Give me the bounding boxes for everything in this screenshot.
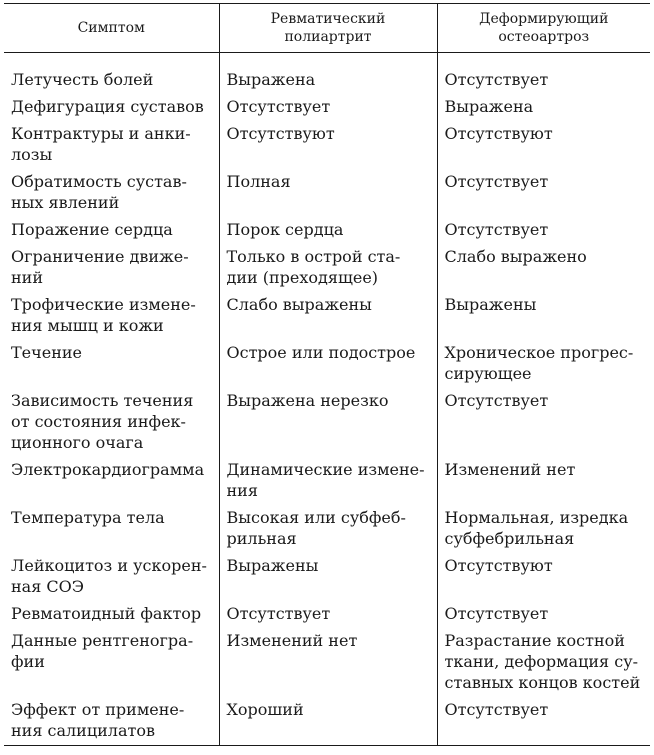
- rheumatic-cell: Острое или подострое: [219, 342, 437, 390]
- osteoarthrosis-cell: Отсутствует: [437, 219, 650, 246]
- symptom-cell: Дефигурация суставов: [11, 97, 204, 116]
- table-row: [4, 53, 650, 97]
- table-row: [4, 699, 650, 746]
- rheumatic-cell: Порок сердца: [219, 219, 437, 246]
- table-row: [4, 342, 650, 390]
- symptom-cell: Поражение сердца: [11, 220, 173, 239]
- osteoarthrosis-cell: Слабо выражено: [437, 246, 650, 294]
- header-row: [4, 4, 650, 53]
- osteoarthrosis-cell: Отсутствуют: [437, 123, 650, 171]
- symptom-cell: Течение: [11, 343, 82, 362]
- symptom-cell: Ревматоидный фактор: [11, 604, 202, 623]
- rheumatic-cell: Полная: [219, 171, 437, 219]
- table-row: [4, 219, 650, 246]
- rheumatic-cell: Выражена нерезко: [219, 390, 437, 459]
- osteoarthrosis-cell: Отсутствуют: [437, 555, 650, 603]
- rheumatic-cell: Слабо выражены: [219, 294, 437, 342]
- osteoarthrosis-cell: Изменений нет: [437, 459, 650, 507]
- osteoarthrosis-cell: Отсутствует: [437, 171, 650, 219]
- osteoarthrosis-cell: Хроническое прогрес- сирующее: [437, 342, 650, 390]
- symptom-cell: Обратимость сустав- ных явлений: [11, 172, 187, 212]
- table-row: [4, 171, 650, 219]
- symptom-cell: Зависимость течения от состояния инфек- ционного очага: [11, 391, 194, 452]
- rheumatic-cell: Хороший: [219, 699, 437, 746]
- table-row: [4, 630, 650, 699]
- table-row: [4, 459, 650, 507]
- table-row: [4, 294, 650, 342]
- symptom-cell: Летучесть болей: [11, 70, 154, 89]
- symptom-cell: Трофические измене- ния мышц и кожи: [11, 295, 196, 335]
- header-symptom: Симптом: [4, 4, 219, 53]
- osteoarthrosis-cell: Выражена: [437, 96, 650, 123]
- symptom-cell: Температура тела: [11, 508, 165, 527]
- rheumatic-cell: Отсутствует: [219, 603, 437, 630]
- table-row: [4, 555, 650, 603]
- rheumatic-cell: Отсутствует: [219, 96, 437, 123]
- table-row: [4, 390, 650, 459]
- osteoarthrosis-cell: Отсутствует: [437, 53, 650, 97]
- osteoarthrosis-cell: Выражены: [437, 294, 650, 342]
- osteoarthrosis-cell: Отсутствует: [437, 699, 650, 746]
- symptom-cell: Лейкоцитоз и ускорен- ная СОЭ: [11, 556, 207, 596]
- header-rheumatic-polyarthritis: Ревматический полиартрит: [219, 4, 437, 53]
- symptom-cell: Ограничение движе- ний: [11, 247, 189, 287]
- rheumatic-cell: Динамические измене- ния: [219, 459, 437, 507]
- osteoarthrosis-cell: Разрастание костной ткани, деформация су- ставных концов костей: [437, 630, 650, 699]
- rheumatic-cell: Изменений нет: [219, 630, 437, 699]
- comparison-table: [4, 3, 650, 746]
- table-row: [4, 603, 650, 630]
- osteoarthrosis-cell: Нормальная, изредка субфебрильная: [437, 507, 650, 555]
- rheumatic-cell: Высокая или субфеб- рильная: [219, 507, 437, 555]
- header-deforming-osteoarthrosis: Деформирующий остеоартроз: [437, 4, 650, 53]
- rheumatic-cell: Выражена: [219, 53, 437, 97]
- table-body: [4, 53, 650, 746]
- rheumatic-cell: Выражены: [219, 555, 437, 603]
- symptom-cell: Контрактуры и анки- лозы: [11, 124, 191, 164]
- symptom-cell: Электрокардиограмма: [11, 460, 205, 479]
- table-row: [4, 507, 650, 555]
- symptom-cell: Данные рентгеногра- фии: [11, 631, 194, 671]
- table-header: [4, 4, 650, 53]
- table-row: [4, 96, 650, 123]
- symptom-cell: Эффект от примене- ния салицилатов: [4, 699, 219, 746]
- rheumatic-cell: Только в острой ста- дии (преходящее): [219, 246, 437, 294]
- table-row: [4, 246, 650, 294]
- osteoarthrosis-cell: Отсутствует: [437, 603, 650, 630]
- table-row: [4, 123, 650, 171]
- rheumatic-cell: Отсутствуют: [219, 123, 437, 171]
- osteoarthrosis-cell: Отсутствует: [437, 390, 650, 459]
